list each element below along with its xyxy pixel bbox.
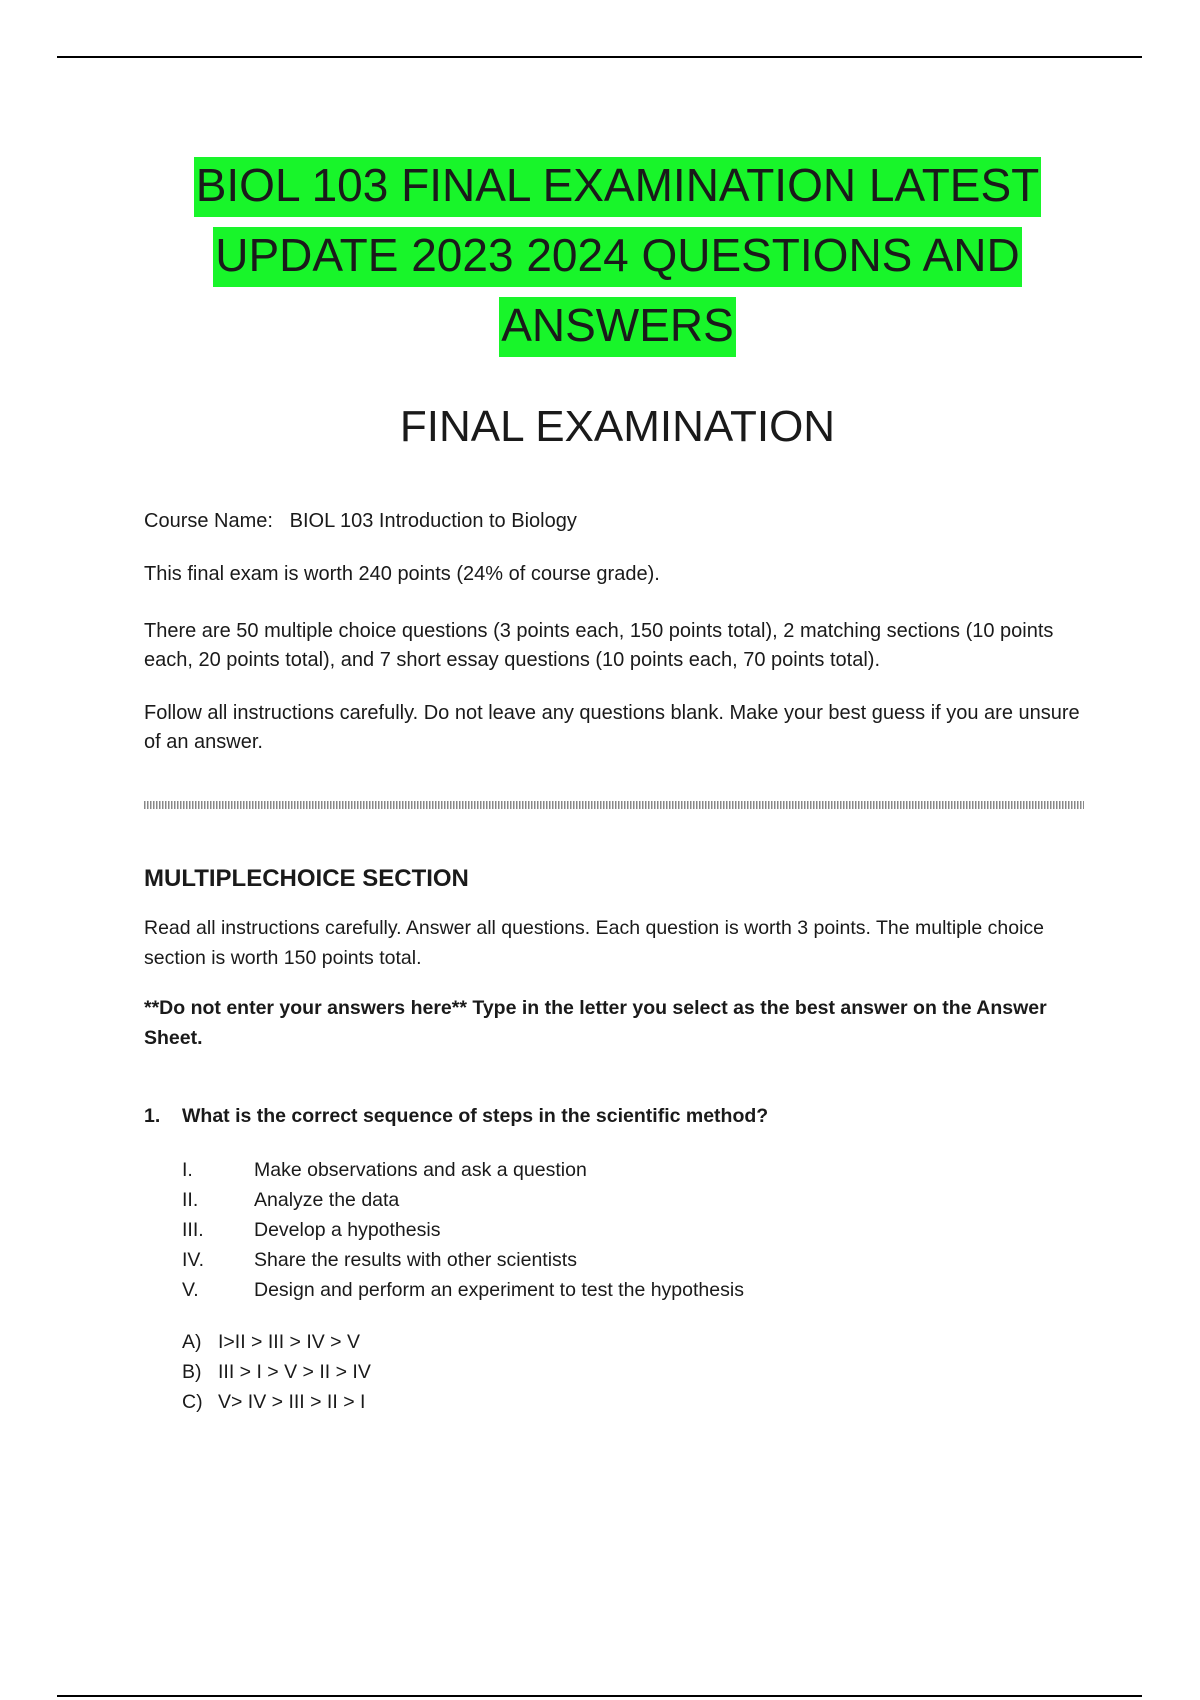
choice-letter: A) xyxy=(182,1331,202,1353)
choice-text: I>II > III > IV > V xyxy=(218,1331,360,1353)
title-line-2: UPDATE 2023 2024 QUESTIONS AND xyxy=(213,227,1021,287)
section-instructions: Read all instructions carefully. Answer all questions. Each question is worth 3 points. The multiple choice section is worth 150 points total. xyxy=(144,917,1044,969)
question-text: What is the correct sequence of steps in the scientific method? xyxy=(182,1105,769,1127)
choice-text: V> IV > III > II > I xyxy=(218,1391,366,1413)
step-numeral: V. xyxy=(182,1279,199,1301)
bottom-rule xyxy=(57,1695,1142,1697)
choice-text: III > I > V > II > IV xyxy=(218,1361,371,1383)
step-numeral: I. xyxy=(182,1159,193,1181)
course-name: BIOL 103 Introduction to Biology xyxy=(289,510,577,532)
step-numeral: II. xyxy=(182,1189,199,1211)
step-text: Develop a hypothesis xyxy=(254,1219,441,1241)
step-text: Make observations and ask a question xyxy=(254,1159,587,1181)
course-label: Course Name: xyxy=(144,510,273,532)
exam-subtitle: FINAL EXAMINATION xyxy=(399,402,836,451)
list-item xyxy=(182,1245,744,1275)
section-heading: MULTIPLECHOICE SECTION xyxy=(144,865,469,892)
choice-a xyxy=(182,1327,371,1357)
choice-letter: B) xyxy=(182,1361,202,1383)
exam-worth: This final exam is worth 240 points (24% of course grade). xyxy=(144,563,660,585)
document-title xyxy=(60,150,1175,360)
dotted-divider xyxy=(144,801,1084,809)
answer-choices xyxy=(182,1327,371,1417)
step-text: Design and perform an experiment to test the hypothesis xyxy=(254,1279,744,1301)
choice-b xyxy=(182,1357,371,1387)
step-numeral: III. xyxy=(182,1219,204,1241)
list-item xyxy=(182,1155,744,1185)
title-line-3: ANSWERS xyxy=(499,297,736,357)
step-list xyxy=(182,1155,744,1305)
answer-sheet-notice: **Do not enter your answers here** Type in the letter you select as the best answer on the Answer Sheet. xyxy=(144,997,1047,1049)
course-line xyxy=(144,510,1088,533)
step-text: Analyze the data xyxy=(254,1189,400,1211)
list-item xyxy=(182,1275,744,1305)
step-text: Share the results with other scientists xyxy=(254,1249,577,1271)
choice-c xyxy=(182,1387,371,1417)
title-line-1: BIOL 103 FINAL EXAMINATION LATEST xyxy=(194,157,1042,217)
step-numeral: IV. xyxy=(182,1249,205,1271)
exam-instructions: Follow all instructions carefully. Do not leave any questions blank. Make your best guess if you are unsure of an answer. xyxy=(144,702,1080,753)
question-1 xyxy=(144,1105,768,1128)
list-item xyxy=(182,1215,744,1245)
top-rule xyxy=(57,56,1142,58)
exam-breakdown: There are 50 multiple choice questions (3 points each, 150 points total), 2 matching sections (10 points each, 20 points total), and 7 short essay questions (10 points each, 70 points total). xyxy=(144,620,1054,671)
choice-letter: C) xyxy=(182,1391,203,1413)
list-item xyxy=(182,1185,744,1215)
question-number: 1. xyxy=(144,1105,161,1127)
